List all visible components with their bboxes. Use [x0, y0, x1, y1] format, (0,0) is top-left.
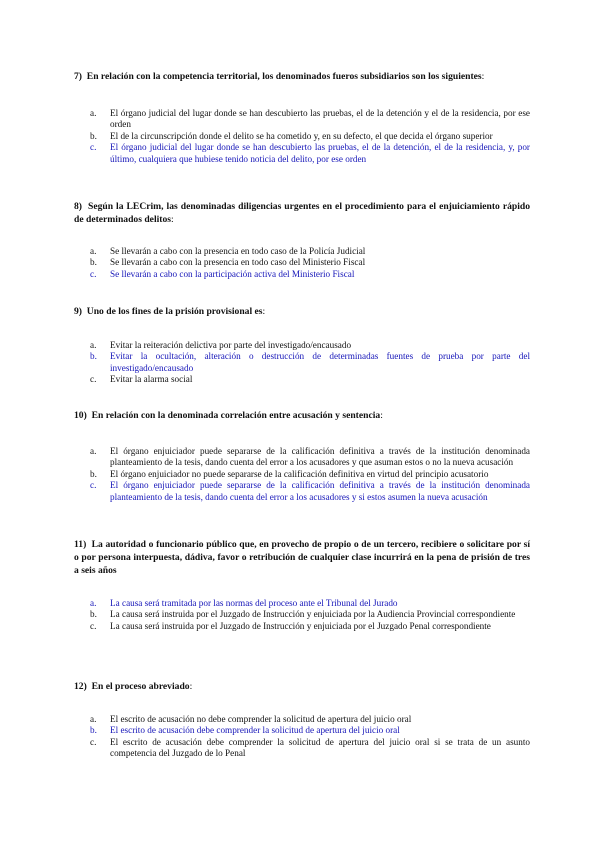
- option-letter: b.: [90, 468, 97, 479]
- option-text: Se llevarán a cabo con la presencia en todo caso del Ministerio Fiscal: [110, 257, 366, 268]
- option-letter: a.: [90, 340, 97, 350]
- question-title: [74, 200, 530, 226]
- answer-option-a: [74, 446, 530, 469]
- answer-option-c: [74, 621, 530, 632]
- question-text: La autoridad o funcionario público que, en provecho de propio o de un tercero, recibiere o solicitare por sí o por persona interpuesta, dádiva, favor o retribución de cualquier clase incurrirá en la pena de prisión de tres a seis años: [74, 539, 530, 576]
- option-text: Se llevarán a cabo con la participación activa del Ministerio Fiscal: [110, 268, 355, 279]
- answer-option-b-correct: [74, 725, 530, 736]
- answer-option-b: [74, 257, 530, 268]
- option-letter: a.: [90, 446, 97, 456]
- answer-option-c-correct: [74, 142, 530, 165]
- answer-option-b: [74, 131, 530, 142]
- option-letter: c.: [90, 480, 97, 491]
- option-text: El órgano enjuiciador no puede separarse de la calificación definitiva en virtud del principio acusatorio: [110, 468, 489, 479]
- question-title: [74, 70, 530, 83]
- option-letter: c.: [90, 268, 97, 279]
- option-letter: c.: [90, 142, 97, 153]
- option-letter: b.: [90, 257, 97, 268]
- option-letter: c.: [90, 736, 97, 747]
- option-text: Evitar la alarma social: [110, 374, 193, 385]
- option-text: El órgano judicial del lugar donde se han descubierto las pruebas, el de la detención y el de la residencia, por ese orden: [110, 108, 530, 130]
- answer-option-c: [74, 737, 530, 760]
- answer-option-a: [74, 714, 530, 725]
- question-number: 8): [74, 201, 82, 212]
- answer-option-a: [74, 340, 530, 351]
- question-9: [74, 305, 530, 318]
- option-text: El órgano enjuiciador puede separarse de la calificación definitiva a través de la institución denominada planteamiento de la tesis, dando cuenta del error a los acusadores y que asuman estos o no la nueva acusación: [110, 446, 530, 468]
- option-letter: a.: [90, 246, 97, 256]
- question-colon: :: [380, 410, 383, 421]
- answer-option-b: [74, 469, 530, 480]
- question-number: 11): [74, 539, 87, 550]
- question-11: [74, 538, 530, 577]
- option-text: El escrito de acusación debe comprender la solicitud de apertura del juicio oral si se trata de un asunto competencia del Juzgado de lo Penal: [110, 736, 530, 759]
- option-letter: b.: [90, 130, 97, 141]
- question-colon: :: [171, 214, 174, 225]
- question-8: [74, 200, 530, 226]
- option-text: Se llevarán a cabo con la presencia en todo caso de la Policía Judicial: [110, 246, 366, 256]
- question-12: [74, 680, 530, 693]
- question-number: 12): [74, 681, 87, 692]
- option-text: El de la circunscripción donde el delito se ha cometido y, en su defecto, el que decida el órgano superior: [110, 130, 493, 141]
- option-text: La causa será tramitada por las normas del proceso ante el Tribunal del Jurado: [110, 598, 398, 608]
- answer-option-b-correct: [74, 351, 530, 374]
- answer-options-8: [74, 246, 530, 280]
- option-letter: a.: [90, 598, 97, 608]
- question-text: En el proceso abreviado: [91, 681, 190, 692]
- answer-option-a-correct: [74, 598, 530, 609]
- question-text: Según la LECrim, las denominadas diligencias urgentes en el procedimiento para el enjuiciamiento rápido de determinados delitos: [74, 201, 531, 225]
- answer-options-10: [74, 446, 530, 503]
- question-7: [74, 70, 530, 83]
- answer-options-9: [74, 340, 530, 386]
- question-10: [74, 409, 530, 422]
- question-colon: :: [262, 306, 266, 317]
- option-text: El órgano judicial del lugar donde se han descubierto las pruebas, el de la detención, el de la residencia, y, por último, cualquiera que hubiese tenido noticia del delito, por ese orden: [110, 142, 530, 164]
- question-title: [74, 409, 530, 422]
- option-letter: b.: [90, 609, 97, 620]
- option-text: Evitar la ocultación, alteración o destrucción de determinadas fuentes de prueba por parte del investigado/encausado: [110, 351, 530, 373]
- option-letter: c.: [90, 374, 97, 385]
- question-number: 7): [74, 71, 82, 82]
- option-text: El escrito de acusación no debe comprender la solicitud de apertura del juicio oral: [110, 714, 412, 724]
- option-text: La causa será instruida por el Juzgado de Instrucción y enjuiciada por la Audiencia Provincial correspondiente: [110, 609, 516, 620]
- question-text: En relación con la denominada correlación entre acusación y sentencia: [91, 410, 381, 421]
- answer-option-a: [74, 246, 530, 257]
- option-letter: a.: [90, 714, 97, 724]
- option-text: Evitar la reiteración delictiva por parte del investigado/encausado: [110, 340, 352, 350]
- option-letter: b.: [90, 725, 97, 736]
- answer-option-c: [74, 374, 530, 385]
- option-letter: c.: [90, 620, 97, 631]
- option-text: La causa será instruida por el Juzgado de Instrucción y enjuiciada por el Juzgado Penal correspondiente: [110, 620, 491, 631]
- question-title: [74, 538, 530, 577]
- question-title: [74, 680, 530, 693]
- answer-option-b: [74, 609, 530, 620]
- option-letter: b.: [90, 351, 97, 362]
- question-text: Uno de los fines de la prisión provisional es: [86, 306, 263, 317]
- question-number: 9): [74, 306, 82, 317]
- question-text: En relación con la competencia territorial, los denominados fueros subsidiarios son los siguientes: [86, 71, 482, 82]
- question-colon: :: [189, 681, 193, 692]
- answer-options-12: [74, 714, 530, 760]
- answer-option-c-correct: [74, 480, 530, 503]
- answer-option-c-correct: [74, 269, 530, 280]
- option-text: El escrito de acusación debe comprender la solicitud de apertura del juicio oral: [110, 725, 400, 736]
- question-number: 10): [74, 410, 87, 421]
- option-text: El órgano enjuiciador puede separarse de la calificación definitiva a través de la institución denominada planteamiento de la tesis, dando cuenta del error a los acusadores y si estos asumen la nueva acusación: [110, 480, 530, 502]
- question-title: [74, 305, 530, 318]
- answer-options-11: [74, 598, 530, 632]
- question-colon: :: [481, 71, 485, 82]
- answer-option-a: [74, 108, 530, 131]
- answer-options-7: [74, 108, 530, 165]
- option-letter: a.: [90, 108, 97, 118]
